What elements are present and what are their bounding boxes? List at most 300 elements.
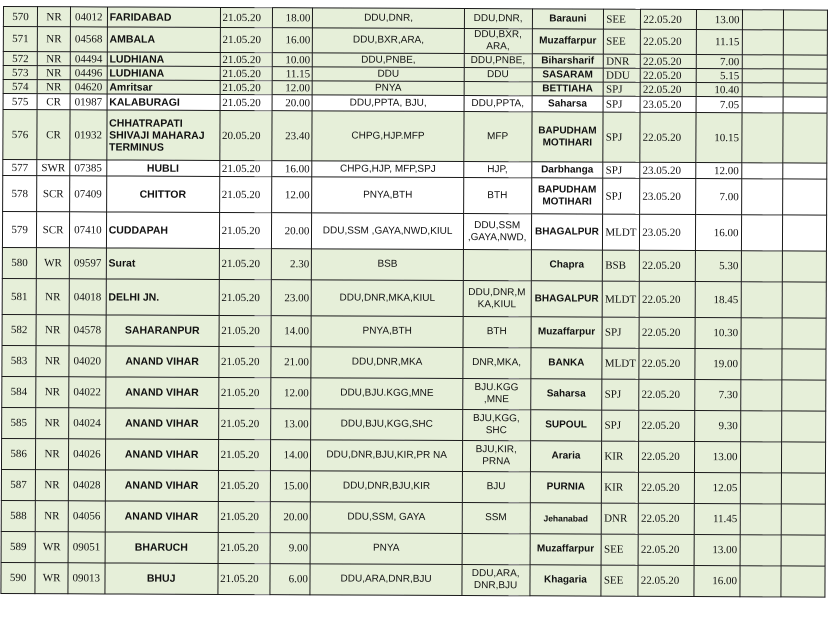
cell-sno: 584 <box>2 376 36 407</box>
cell-time: 21.00 <box>271 347 311 378</box>
cell-date: 21.05.20 <box>218 408 271 439</box>
cell-rly: NR <box>35 501 68 532</box>
cell-tno: 07410 <box>69 212 106 248</box>
table-row <box>2 407 826 442</box>
cell-rly: WR <box>37 248 70 279</box>
cell-tno: 04012 <box>70 7 107 27</box>
cell-atime: 19.00 <box>694 349 740 380</box>
cell-empty <box>782 282 826 318</box>
cell-sno: 585 <box>2 407 36 438</box>
cell-tno: 04028 <box>68 470 105 501</box>
cell-from: CHHATRAPATI SHIVAJI MAHARAJ TERMINUS <box>107 110 220 160</box>
cell-dest: Araria <box>530 441 602 472</box>
table-row <box>2 314 826 349</box>
cell-adate: 22.05.20 <box>640 250 695 281</box>
cell-empty <box>741 251 783 282</box>
cell-dest: Saharsa <box>532 96 604 112</box>
cell-empty <box>783 97 827 113</box>
cell-via2: MFP <box>464 112 532 162</box>
cell-adate: 22.05.20 <box>640 54 695 68</box>
cell-date: 21.05.20 <box>220 52 272 66</box>
cell-via2: DDU,DNR,M KA,KIUL <box>463 281 531 317</box>
cell-date: 21.05.20 <box>218 470 271 501</box>
cell-date: 21.05.20 <box>219 248 272 279</box>
cell-time: 14.00 <box>271 440 311 471</box>
cell-dest: Chapra <box>531 250 603 281</box>
cell-empty <box>741 163 783 179</box>
cell-dest: BHAGALPUR <box>531 281 603 317</box>
cell-empty <box>783 179 827 215</box>
cell-via: DDU,SSM ,GAYA,NWD,KIUL <box>312 213 464 250</box>
cell-via: DDU,PNBE, <box>313 53 464 68</box>
cell-sno: 586 <box>1 438 35 469</box>
cell-empty <box>783 55 827 69</box>
cell-sno: 588 <box>1 500 35 531</box>
cell-via: PNYA,BTH <box>311 316 463 348</box>
cell-time: 23.00 <box>271 280 312 316</box>
cell-drly: SPJ <box>603 82 640 96</box>
cell-drly: MLDT <box>602 348 639 379</box>
cell-date: 21.05.20 <box>220 94 273 110</box>
cell-adate: 23.05.20 <box>640 162 695 178</box>
cell-drly: DNR <box>602 503 639 534</box>
cell-rly: NR <box>38 7 71 27</box>
cell-dest: Barauni <box>532 9 604 29</box>
cell-adate: 22.05.20 <box>638 534 693 565</box>
cell-via2: BJU.KGG ,MNE <box>463 379 531 410</box>
cell-time: 11.15 <box>272 67 312 81</box>
cell-sno: 572 <box>3 52 37 66</box>
cell-drly: SPJ <box>603 96 640 112</box>
cell-from: CUDDAPAH <box>106 212 219 248</box>
cell-empty <box>784 30 828 55</box>
cell-empty <box>782 473 826 504</box>
cell-via: DDU,ARA,DNR,BJU <box>310 564 462 596</box>
cell-rly: WR <box>35 532 68 563</box>
cell-rly: NR <box>36 439 69 470</box>
cell-time: 23.40 <box>272 111 313 161</box>
cell-tno: 09597 <box>69 248 106 279</box>
cell-dest: BANKA <box>530 348 602 379</box>
cell-dest: PURNIA <box>530 472 602 503</box>
cell-sno: 576 <box>3 110 37 160</box>
cell-empty <box>741 113 783 163</box>
cell-empty <box>740 473 782 504</box>
cell-date: 21.05.20 <box>219 346 272 377</box>
cell-empty <box>742 83 784 97</box>
cell-tno: 04056 <box>68 501 105 532</box>
cell-drly: SPJ <box>603 162 640 178</box>
cell-date: 21.05.20 <box>218 439 271 470</box>
cell-tno: 01932 <box>70 110 107 160</box>
cell-tno: 04620 <box>70 80 107 94</box>
cell-from: BHUJ <box>105 563 218 594</box>
cell-time: 12.00 <box>272 81 312 95</box>
cell-date: 21.05.20 <box>218 532 271 563</box>
cell-empty <box>783 251 827 282</box>
cell-rly: NR <box>36 408 69 439</box>
cell-adate: 22.05.20 <box>638 503 693 534</box>
cell-date: 21.05.20 <box>219 212 272 248</box>
cell-drly: MLDT <box>603 214 640 250</box>
cell-via: DDU,DNR,BJU,KIR <box>311 471 463 503</box>
cell-via2: BJU,KIR, PRNA <box>462 441 530 472</box>
cell-empty <box>781 566 825 597</box>
cell-rly: SCR <box>37 212 70 248</box>
cell-rly: NR <box>37 66 70 80</box>
cell-via: PNYA <box>313 81 464 96</box>
cell-empty <box>782 349 826 380</box>
cell-tno: 04024 <box>69 408 106 439</box>
cell-via: PNYA <box>310 533 462 565</box>
cell-sno: 587 <box>1 469 35 500</box>
cell-via2 <box>462 534 530 565</box>
cell-tno: 04568 <box>70 27 107 52</box>
cell-time: 9.00 <box>270 533 310 564</box>
cell-empty <box>741 179 783 215</box>
cell-tno: 04026 <box>68 439 105 470</box>
cell-rly: NR <box>37 52 70 66</box>
cell-atime: 7.00 <box>695 179 741 215</box>
cell-adate: 22.05.20 <box>640 112 695 162</box>
cell-from: ANAND VIHAR <box>106 346 219 377</box>
cell-empty <box>783 83 827 97</box>
cell-via2: DDU,SSM ,GAYA,NWD, <box>463 214 531 250</box>
cell-atime: 7.00 <box>696 55 742 69</box>
cell-adate: 22.05.20 <box>639 410 694 441</box>
cell-dest: BHAGALPUR <box>531 214 603 250</box>
cell-via2: BJU <box>462 472 530 503</box>
cell-time: 6.00 <box>270 564 310 595</box>
cell-date: 21.05.20 <box>218 501 271 532</box>
cell-empty <box>742 30 784 55</box>
cell-empty <box>781 504 825 535</box>
table-row <box>3 110 827 164</box>
cell-date: 21.05.20 <box>220 66 272 80</box>
cell-adate: 22.05.20 <box>639 317 694 348</box>
table-row <box>3 27 827 56</box>
cell-via: BSB <box>312 249 464 281</box>
cell-via: DDU,DNR,BJU,KIR,PR NA <box>311 440 463 472</box>
cell-adate: 23.05.20 <box>640 214 695 250</box>
cell-rly: NR <box>36 470 69 501</box>
cell-sno: 590 <box>1 562 35 593</box>
cell-tno: 09013 <box>68 563 105 594</box>
cell-atime: 12.05 <box>694 473 740 504</box>
cell-empty <box>740 442 782 473</box>
cell-drly: SEE <box>604 9 641 29</box>
cell-from: BHARUCH <box>105 532 218 563</box>
cell-time: 20.00 <box>272 95 312 111</box>
table-row <box>1 469 825 504</box>
cell-from: ANAND VIHAR <box>105 439 218 470</box>
cell-sno: 571 <box>3 27 37 52</box>
table-row <box>3 176 827 216</box>
cell-rly: SWR <box>37 160 70 176</box>
cell-sno: 574 <box>3 80 37 94</box>
cell-empty <box>783 113 827 163</box>
cell-tno: 01987 <box>70 94 107 110</box>
cell-time: 2.30 <box>271 249 311 280</box>
cell-from: ANAND VIHAR <box>105 501 218 532</box>
cell-date: 21.05.20 <box>220 7 273 27</box>
cell-sno: 577 <box>3 160 37 176</box>
cell-adate: 22.05.20 <box>639 441 694 472</box>
cell-rly: NR <box>36 315 69 346</box>
table-row <box>2 376 826 411</box>
cell-atime: 5.15 <box>696 69 742 83</box>
cell-from: Amritsar <box>107 80 220 94</box>
cell-atime: 13.00 <box>694 535 740 566</box>
table-row <box>2 247 826 282</box>
cell-via2 <box>463 250 531 281</box>
cell-empty <box>740 535 782 566</box>
cell-tno: 07385 <box>70 160 107 176</box>
cell-rly: NR <box>36 377 69 408</box>
cell-via: DDU,BXR,ARA, <box>313 28 464 54</box>
cell-date: 21.05.20 <box>219 176 272 212</box>
cell-atime: 11.15 <box>696 30 742 55</box>
cell-drly: SEE <box>601 534 638 565</box>
table-row <box>1 531 825 566</box>
cell-dest: Saharsa <box>530 379 602 410</box>
cell-tno: 04496 <box>70 66 107 80</box>
cell-empty <box>741 318 783 349</box>
cell-from: Surat <box>106 248 219 279</box>
cell-drly: DNR <box>604 54 641 68</box>
cell-atime: 13.00 <box>694 442 740 473</box>
cell-via2: SSM <box>462 503 530 534</box>
cell-dest: Darbhanga <box>531 162 603 178</box>
cell-via: DDU <box>313 67 464 82</box>
cell-adate: 22.05.20 <box>641 9 696 29</box>
cell-via2: DNR,MKA, <box>463 348 531 379</box>
cell-via: DDU,BJU,KGG,SHC <box>311 409 463 441</box>
cell-empty <box>739 566 781 597</box>
table-row <box>1 500 825 535</box>
cell-empty <box>783 163 827 179</box>
cell-time: 12.00 <box>272 177 313 213</box>
cell-drly: SEE <box>604 29 641 54</box>
cell-time: 18.00 <box>272 8 312 28</box>
cell-tno: 04578 <box>69 315 106 346</box>
cell-empty <box>740 504 782 535</box>
cell-rly: NR <box>37 80 70 94</box>
cell-adate: 23.05.20 <box>640 178 695 214</box>
cell-rly: CR <box>37 94 70 110</box>
cell-adate: 22.05.20 <box>639 281 694 317</box>
cell-empty <box>742 55 784 69</box>
cell-empty <box>741 282 783 318</box>
cell-tno: 07409 <box>70 176 107 212</box>
cell-via2: DDU,PPTA, <box>464 96 532 112</box>
cell-dest: SASARAM <box>532 68 604 82</box>
cell-via2: DDU,BXR, ARA, <box>464 29 532 54</box>
cell-tno: 04020 <box>69 346 106 377</box>
cell-from: AMBALA <box>107 27 220 52</box>
cell-date: 21.05.20 <box>218 377 271 408</box>
cell-drly: SPJ <box>602 410 639 441</box>
cell-atime: 7.05 <box>696 97 742 113</box>
cell-rly: SCR <box>37 176 70 212</box>
cell-empty <box>740 411 782 442</box>
cell-from: KALABURAGI <box>107 94 220 110</box>
table-row <box>1 562 825 597</box>
cell-time: 14.00 <box>271 316 311 347</box>
cell-time: 16.00 <box>272 161 312 177</box>
cell-empty <box>782 380 826 411</box>
cell-from: ANAND VIHAR <box>105 377 218 408</box>
cell-via2: BTH <box>463 317 531 348</box>
cell-via2: BTH <box>463 178 531 214</box>
table-row <box>1 438 825 473</box>
cell-dest: BAPUDHAM MOTIHARI <box>531 178 603 214</box>
cell-atime: 11.45 <box>694 504 740 535</box>
cell-drly: SPJ <box>603 178 640 214</box>
cell-atime: 7.30 <box>694 380 740 411</box>
cell-from: FARIDABAD <box>107 7 220 27</box>
cell-dest: BETTIAHA <box>532 82 604 96</box>
cell-via2: BJU,KGG, SHC <box>462 410 530 441</box>
cell-time: 10.00 <box>272 53 312 67</box>
cell-empty <box>740 349 782 380</box>
cell-from: HUBLI <box>106 160 219 176</box>
cell-via: DDU,PPTA, BJU, <box>312 95 463 112</box>
cell-adate: 22.05.20 <box>640 68 695 82</box>
cell-from: ANAND VIHAR <box>105 470 218 501</box>
cell-empty <box>782 411 826 442</box>
cell-via2: DDU,ARA, DNR,BJU <box>462 565 530 596</box>
cell-date: 20.05.20 <box>219 110 272 160</box>
cell-atime: 10.40 <box>696 83 742 97</box>
cell-empty <box>782 442 826 473</box>
cell-dest: Jehanabad <box>530 503 602 534</box>
cell-sno: 582 <box>2 314 36 345</box>
cell-drly: DDU <box>604 68 641 82</box>
cell-adate: 22.05.20 <box>639 472 694 503</box>
cell-empty <box>741 215 783 251</box>
cell-time: 20.00 <box>270 502 310 533</box>
cell-adate: 23.05.20 <box>640 96 695 112</box>
cell-adate: 22.05.20 <box>641 29 696 54</box>
cell-atime: 13.00 <box>696 10 742 30</box>
cell-sno: 581 <box>2 278 36 314</box>
train-schedule-table <box>0 6 828 598</box>
cell-sno: 589 <box>1 531 35 562</box>
cell-tno: 04494 <box>70 52 107 66</box>
cell-date: 21.05.20 <box>219 315 272 346</box>
cell-drly: KIR <box>602 441 639 472</box>
cell-time: 12.00 <box>271 378 311 409</box>
cell-from: LUDHIANA <box>107 66 220 80</box>
cell-drly: SEE <box>601 565 638 596</box>
cell-date: 21.05.20 <box>220 27 273 52</box>
cell-dest: Biharsharif <box>532 54 604 68</box>
cell-rly: NR <box>36 279 69 315</box>
cell-from: DELHI JN. <box>106 279 219 315</box>
table-row <box>2 212 826 252</box>
cell-empty <box>782 318 826 349</box>
cell-via2: HJP, <box>464 162 532 178</box>
cell-atime: 5.30 <box>695 251 741 282</box>
cell-via: DDU,DNR,MKA,KIUL <box>312 280 464 317</box>
cell-time: 13.00 <box>271 409 311 440</box>
cell-time: 15.00 <box>270 471 310 502</box>
cell-sno: 579 <box>2 212 36 248</box>
cell-atime: 18.45 <box>695 282 741 318</box>
cell-via2 <box>464 82 532 96</box>
cell-date: 21.05.20 <box>219 279 272 315</box>
cell-rly: NR <box>36 346 69 377</box>
cell-rly: NR <box>38 27 71 52</box>
cell-date: 21.05.20 <box>219 160 272 176</box>
cell-from: LUDHIANA <box>107 52 220 66</box>
cell-tno: 09051 <box>68 532 105 563</box>
cell-empty <box>742 10 784 30</box>
cell-via: DDU,BJU.KGG,MNE <box>311 378 463 410</box>
cell-via2: DDU <box>464 68 532 82</box>
cell-sno: 580 <box>2 247 36 278</box>
cell-rly: CR <box>37 110 70 160</box>
cell-drly: SPJ <box>602 379 639 410</box>
cell-time: 16.00 <box>272 28 312 53</box>
cell-via: DDU,SSM, GAYA <box>311 502 463 534</box>
cell-via: PNYA,BTH <box>312 177 464 214</box>
cell-via: CHPG,HJP.MFP <box>312 111 464 162</box>
cell-from: SAHARANPUR <box>106 315 219 346</box>
cell-dest: BAPUDHAM MOTIHARI <box>531 112 603 162</box>
cell-empty <box>783 69 827 83</box>
cell-empty <box>740 380 782 411</box>
cell-drly: BSB <box>603 250 640 281</box>
cell-rly: WR <box>35 563 68 594</box>
cell-atime: 10.30 <box>695 318 741 349</box>
cell-dest: Muzaffarpur <box>530 534 602 565</box>
cell-via: DDU,DNR,MKA <box>311 347 463 379</box>
cell-sno: 575 <box>3 94 37 110</box>
cell-from: ANAND VIHAR <box>105 408 218 439</box>
cell-drly: MLDT <box>602 281 639 317</box>
cell-drly: SPJ <box>603 112 640 162</box>
cell-dest: Muzaffarpur <box>532 29 604 54</box>
cell-via: CHPG,HJP, MFP,SPJ <box>312 161 463 178</box>
cell-adate: 22.05.20 <box>639 348 694 379</box>
cell-drly: SPJ <box>602 317 639 348</box>
table-row <box>2 278 826 318</box>
table-row <box>2 345 826 380</box>
cell-sno: 578 <box>3 176 37 212</box>
cell-atime: 16.00 <box>695 215 741 251</box>
cell-sno: 583 <box>2 345 36 376</box>
cell-empty <box>742 97 784 113</box>
cell-dest: Khagaria <box>529 565 601 596</box>
cell-drly: KIR <box>602 472 639 503</box>
cell-time: 20.00 <box>272 213 313 249</box>
cell-empty <box>742 69 784 83</box>
cell-empty <box>784 10 828 30</box>
cell-atime: 10.15 <box>695 113 741 163</box>
cell-dest: Muzaffarpur <box>531 317 603 348</box>
cell-atime: 12.00 <box>695 163 741 179</box>
cell-adate: 22.05.20 <box>639 379 694 410</box>
cell-tno: 04022 <box>69 377 106 408</box>
cell-tno: 04018 <box>69 279 106 315</box>
cell-adate: 22.05.20 <box>638 565 693 596</box>
cell-via2: DDU,DNR, <box>464 9 532 29</box>
cell-via: DDU,DNR, <box>313 8 464 29</box>
cell-empty <box>781 535 825 566</box>
cell-via2: DDU,PNBE, <box>464 54 532 68</box>
